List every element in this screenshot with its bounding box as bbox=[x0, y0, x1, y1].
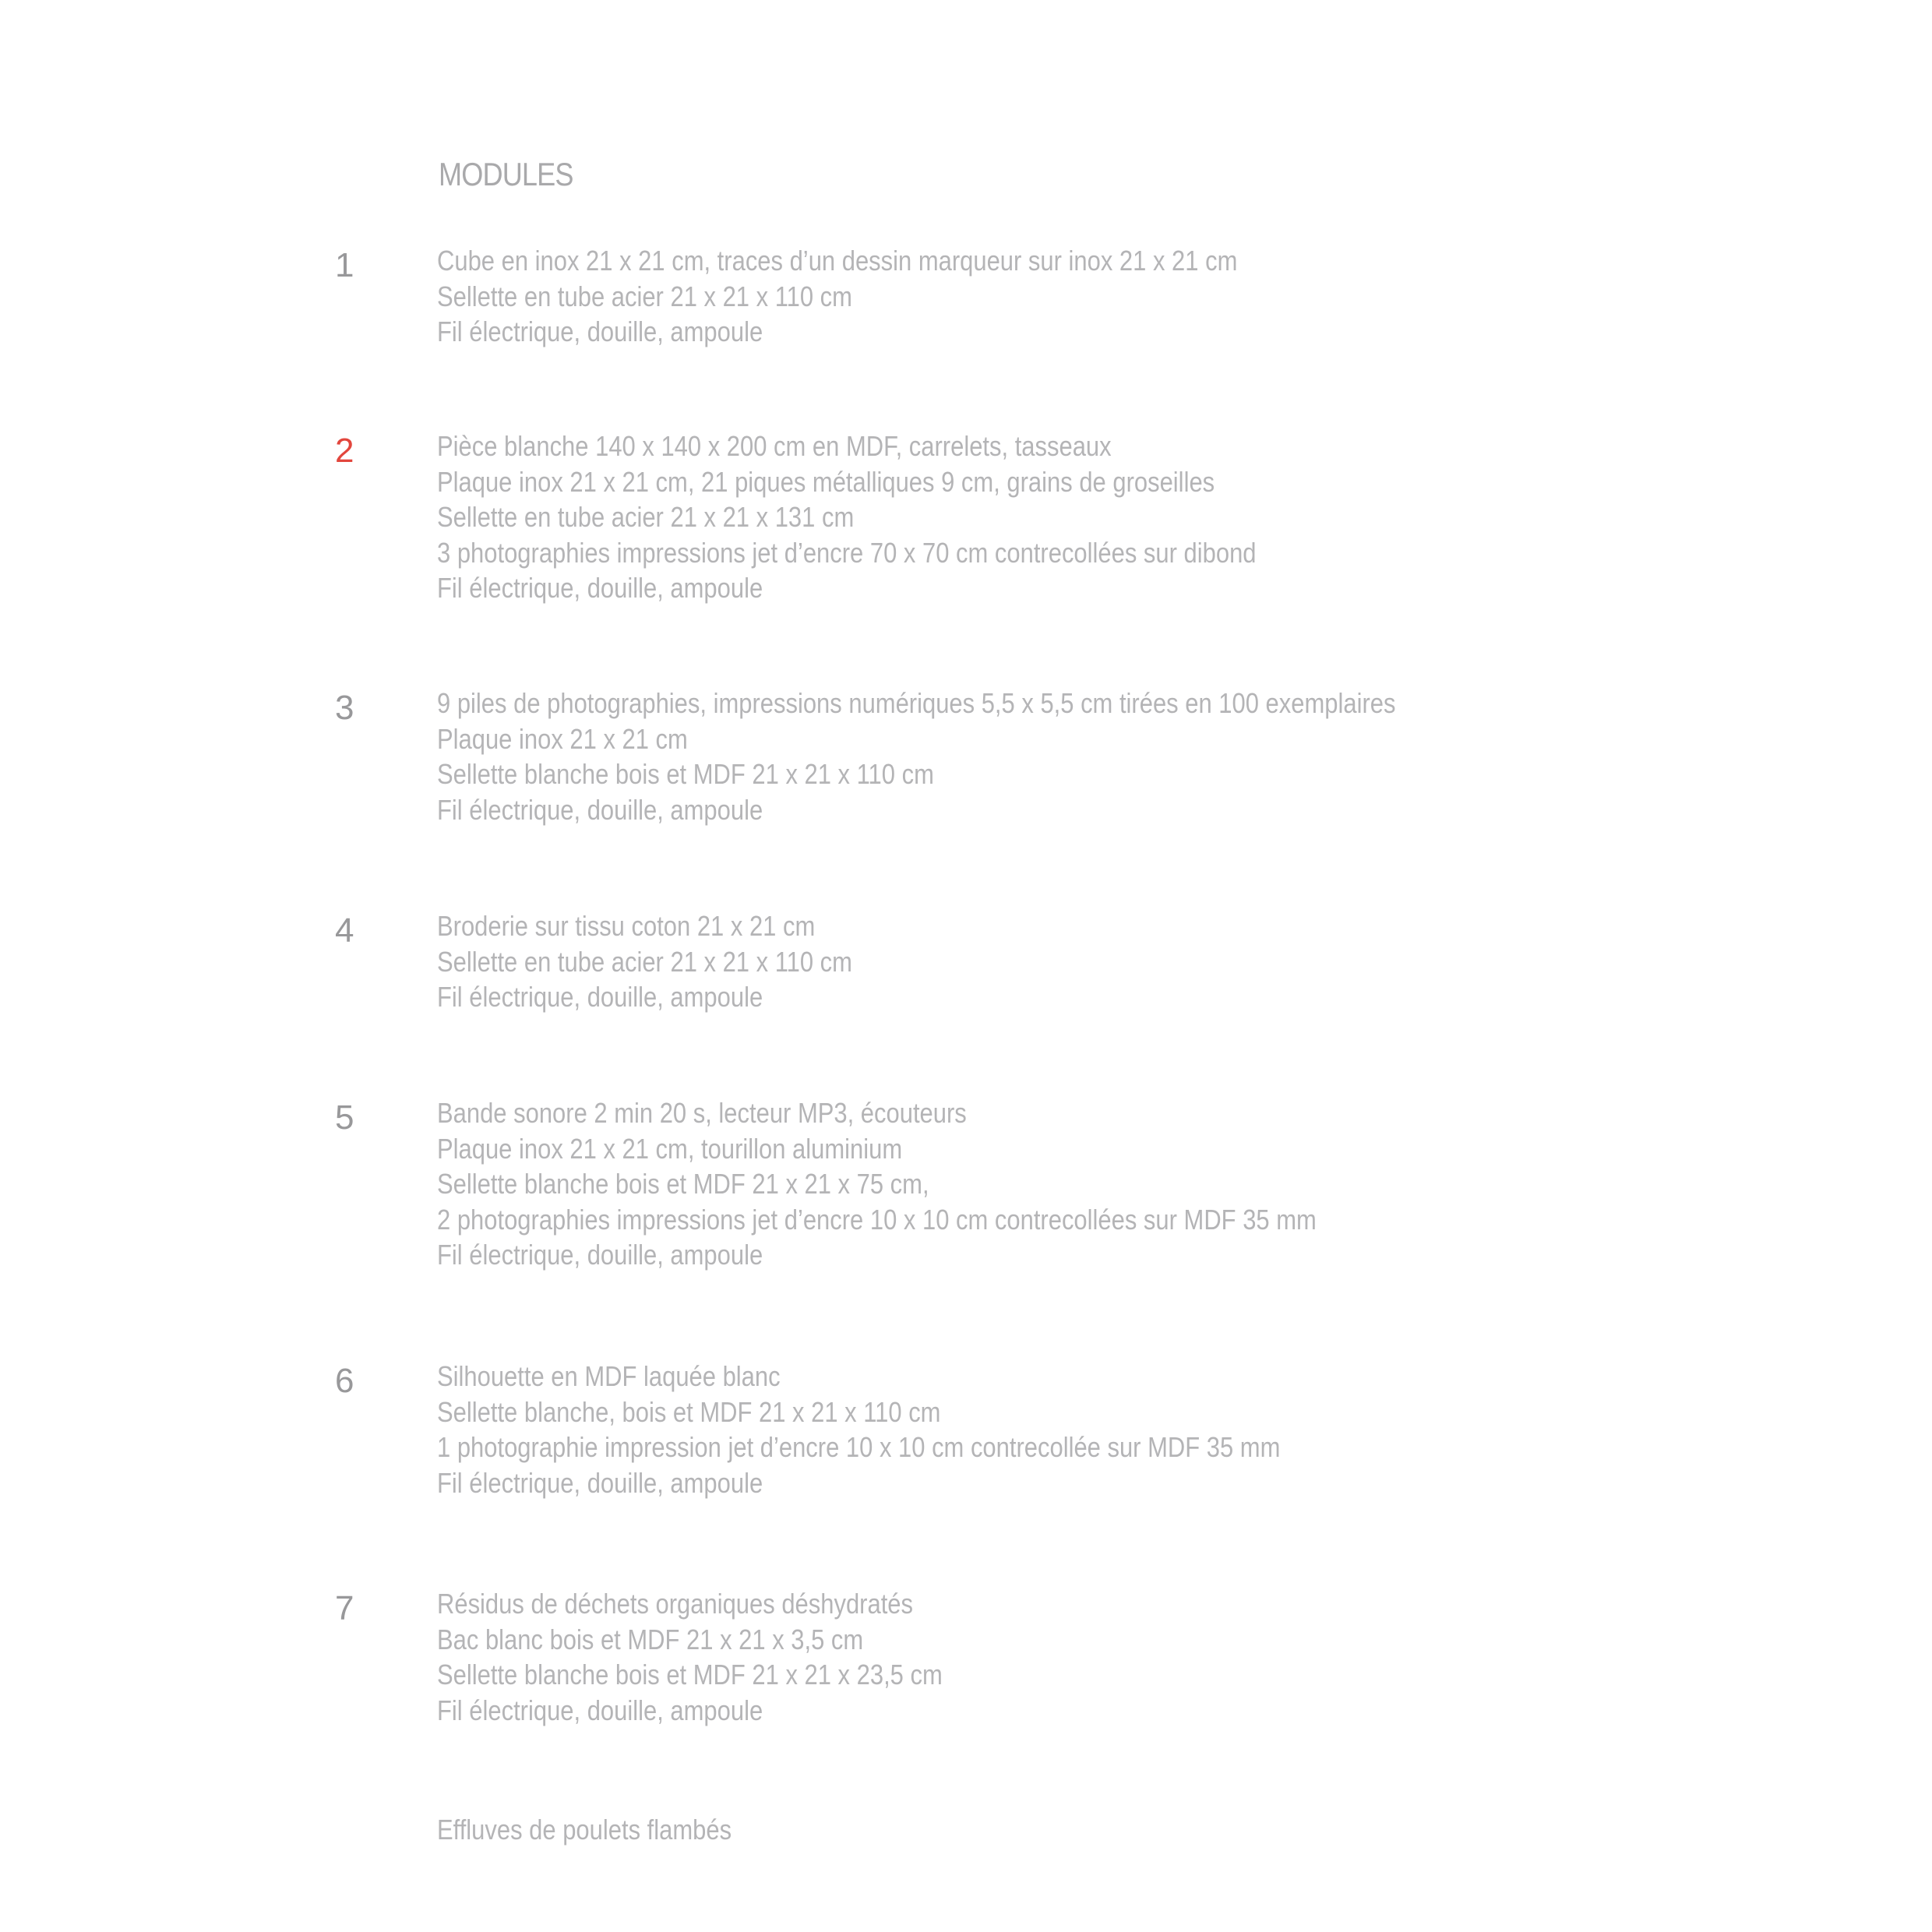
module-description bbox=[437, 908, 920, 1015]
module-line: Silhouette en MDF laquée blanc bbox=[437, 1360, 781, 1392]
module-line: Bac blanc bois et MDF 21 x 21 x 3,5 cm bbox=[437, 1623, 864, 1655]
module-line: Plaque inox 21 x 21 cm bbox=[437, 722, 688, 755]
module-line: Plaque inox 21 x 21 cm, tourillon aluminium bbox=[437, 1132, 903, 1165]
module-description bbox=[437, 1359, 1418, 1500]
module-line: Résidus de déchets organiques déshydratés bbox=[437, 1588, 914, 1620]
module-number: 7 bbox=[335, 1589, 354, 1627]
module-line: Plaque inox 21 x 21 cm, 21 piques métalliques 9 cm, grains de groseilles bbox=[437, 465, 1215, 498]
module-line: Cube en inox 21 x 21 cm, traces d’un dessin marqueur sur inox 21 x 21 cm bbox=[437, 245, 1238, 277]
module-description bbox=[437, 428, 1390, 606]
module-description bbox=[437, 243, 1368, 350]
module-line: Bande sonore 2 min 20 s, lecteur MP3, écouteurs bbox=[437, 1097, 967, 1129]
module-line: Fil électrique, douille, ampoule bbox=[437, 1239, 763, 1271]
module-number: 6 bbox=[335, 1362, 354, 1400]
module-number: 4 bbox=[335, 911, 354, 950]
module-line: 3 photographies impressions jet d’encre 70 x 70 cm contrecollées sur dibond bbox=[437, 536, 1257, 569]
module-line: Sellette blanche bois et MDF 21 x 21 x 110 cm bbox=[437, 758, 934, 790]
footer-note: Effluves de poulets flambés bbox=[437, 1814, 732, 1846]
module-line: Sellette blanche bois et MDF 21 x 21 x 75 cm, bbox=[437, 1168, 929, 1200]
module-line: Sellette en tube acier 21 x 21 x 110 cm bbox=[437, 280, 852, 312]
module-line: Fil électrique, douille, ampoule bbox=[437, 572, 763, 604]
module-line: 9 piles de photographies, impressions numériques 5,5 x 5,5 cm tirées en 100 exemplaires bbox=[437, 687, 1396, 719]
module-number: 1 bbox=[335, 246, 354, 284]
module-line: Sellette en tube acier 21 x 21 x 131 cm bbox=[437, 501, 855, 533]
module-line: Fil électrique, douille, ampoule bbox=[437, 793, 763, 826]
module-number: 5 bbox=[335, 1098, 354, 1137]
module-line: Fil électrique, douille, ampoule bbox=[437, 1466, 763, 1499]
module-line: Sellette blanche, bois et MDF 21 x 21 x 110 cm bbox=[437, 1395, 941, 1428]
module-line: Pièce blanche 140 x 140 x 200 cm en MDF, carrelets, tasseaux bbox=[437, 430, 1112, 462]
module-line: Fil électrique, douille, ampoule bbox=[437, 981, 763, 1013]
module-number: 3 bbox=[335, 689, 354, 727]
module-line: 2 photographies impressions jet d’encre 10 x 10 cm contrecollées sur MDF 35 mm bbox=[437, 1203, 1317, 1236]
module-line: Broderie sur tissu coton 21 x 21 cm bbox=[437, 910, 816, 942]
module-line: Sellette en tube acier 21 x 21 x 110 cm bbox=[437, 945, 852, 978]
module-line: 1 photographie impression jet d’encre 10 x 10 cm contrecollée sur MDF 35 mm bbox=[437, 1431, 1281, 1463]
module-line: Fil électrique, douille, ampoule bbox=[437, 1694, 763, 1726]
module-description bbox=[437, 1586, 1024, 1728]
page-title: MODULES bbox=[439, 156, 573, 192]
module-number-highlighted: 2 bbox=[335, 432, 354, 470]
module-description bbox=[437, 686, 1552, 827]
module-line: Sellette blanche bois et MDF 21 x 21 x 23,5 cm bbox=[437, 1659, 943, 1690]
module-line: Fil électrique, douille, ampoule bbox=[437, 316, 763, 347]
module-description bbox=[437, 1095, 1460, 1273]
